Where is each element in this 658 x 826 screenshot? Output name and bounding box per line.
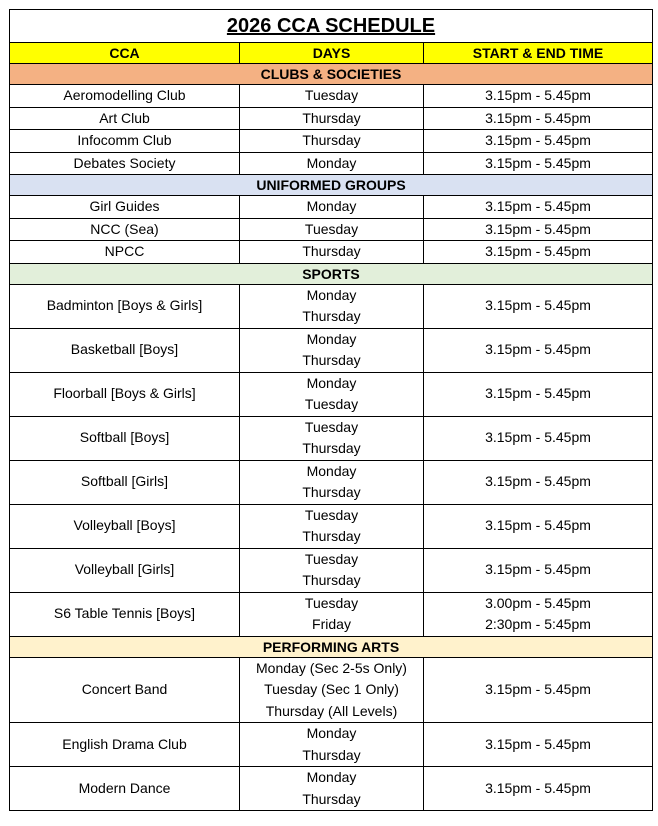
time-text: 3.15pm - 5.45pm <box>485 473 591 490</box>
time-text: 3.15pm - 5.45pm <box>485 297 591 314</box>
cca-name-cell: Debates Society <box>10 152 240 175</box>
days-cell <box>240 460 424 504</box>
time-cell <box>424 657 653 723</box>
time-cell <box>424 723 653 767</box>
cca-name-cell: Floorball [Boys & Girls] <box>10 372 240 416</box>
table-row <box>10 592 653 636</box>
day-text: Monday <box>306 198 357 214</box>
time-text: 3.15pm - 5.45pm <box>485 429 591 446</box>
table-row <box>10 372 653 416</box>
day-text: Thursday <box>302 243 361 259</box>
day-text: Tuesday <box>304 220 359 237</box>
days-cell <box>240 592 424 636</box>
time-text: 3.15pm - 5.45pm <box>485 779 591 796</box>
days-cell <box>240 767 424 811</box>
day-text: Tuesday <box>304 396 359 412</box>
days-cell <box>240 657 424 723</box>
day-text: Thursday <box>302 746 361 763</box>
schedule-sheet <box>9 9 652 811</box>
day-text: Thursday <box>302 572 361 588</box>
table-row <box>10 85 653 108</box>
days-cell <box>240 196 424 219</box>
section-title: SPORTS <box>10 263 653 284</box>
table-row <box>10 416 653 460</box>
day-text: Monday <box>306 462 357 479</box>
schedule-table <box>9 9 653 811</box>
day-text: Monday <box>306 330 357 347</box>
days-cell <box>240 284 424 328</box>
time-cell <box>424 85 653 108</box>
table-row <box>10 723 653 767</box>
table-row <box>10 460 653 504</box>
days-cell <box>240 416 424 460</box>
day-text: Tuesday <box>304 506 359 523</box>
section-title: UNIFORMED GROUPS <box>10 175 653 196</box>
days-cell <box>240 218 424 241</box>
cca-name-cell: Softball [Girls] <box>10 460 240 504</box>
time-text: 3.15pm - 5.45pm <box>485 341 591 358</box>
day-text: Tuesday <box>304 594 359 611</box>
section-title: PERFORMING ARTS <box>10 636 653 657</box>
table-row <box>10 218 653 241</box>
time-text: 3.15pm - 5.45pm <box>485 87 591 103</box>
time-cell <box>424 130 653 153</box>
table-row <box>10 548 653 592</box>
time-text: 3.00pm - 5.45pm <box>485 594 591 611</box>
cca-name-cell: Badminton [Boys & Girls] <box>10 284 240 328</box>
cca-name-cell: NCC (Sea) <box>10 218 240 241</box>
day-text: Tuesday (Sec 1 Only) <box>264 681 399 697</box>
cca-name-cell: Modern Dance <box>10 767 240 811</box>
time-cell <box>424 196 653 219</box>
days-cell <box>240 372 424 416</box>
days-cell <box>240 504 424 548</box>
time-text: 3.15pm - 5.45pm <box>485 154 591 171</box>
days-cell <box>240 130 424 153</box>
table-row <box>10 767 653 811</box>
section-header-row <box>10 636 653 657</box>
header-row <box>10 43 653 64</box>
day-text: Thursday <box>302 484 361 500</box>
time-cell <box>424 416 653 460</box>
table-row <box>10 328 653 372</box>
page-title: 2026 CCA SCHEDULE <box>10 10 653 43</box>
day-text: Thursday <box>302 132 361 148</box>
time-text: 3.15pm - 5.45pm <box>485 735 591 752</box>
day-text: Friday <box>312 616 351 632</box>
cca-name-cell: Softball [Boys] <box>10 416 240 460</box>
day-text: Thursday (All Levels) <box>265 702 398 719</box>
time-text: 2:30pm - 5:45pm <box>485 616 591 632</box>
day-text: Monday <box>306 154 357 171</box>
days-cell <box>240 241 424 264</box>
time-text: 3.15pm - 5.45pm <box>485 561 591 578</box>
time-cell <box>424 241 653 264</box>
day-text: Thursday <box>302 440 361 456</box>
time-text: 3.15pm - 5.45pm <box>485 243 591 259</box>
section-header-row <box>10 175 653 196</box>
day-text: Thursday <box>302 528 361 544</box>
day-text: Monday (Sec 2-5s Only) <box>256 659 407 676</box>
time-text: 3.15pm - 5.45pm <box>485 132 591 148</box>
column-header-days: DAYS <box>240 43 424 64</box>
title-row <box>10 10 653 43</box>
table-row <box>10 241 653 264</box>
day-text: Thursday <box>302 790 361 807</box>
day-text: Monday <box>306 769 357 785</box>
table-row <box>10 130 653 153</box>
day-text: Thursday <box>302 352 361 368</box>
days-cell <box>240 85 424 108</box>
cca-name-cell: Girl Guides <box>10 196 240 219</box>
cca-name-cell: Art Club <box>10 107 240 130</box>
time-cell <box>424 284 653 328</box>
days-cell <box>240 328 424 372</box>
time-cell <box>424 328 653 372</box>
time-cell <box>424 107 653 130</box>
table-row <box>10 284 653 328</box>
cca-name-cell: Volleyball [Girls] <box>10 548 240 592</box>
section-title: CLUBS & SOCIETIES <box>10 64 653 85</box>
day-text: Thursday <box>302 308 361 324</box>
table-row <box>10 152 653 175</box>
time-text: 3.15pm - 5.45pm <box>485 198 591 214</box>
section-header-row <box>10 263 653 284</box>
days-cell <box>240 107 424 130</box>
time-cell <box>424 152 653 175</box>
time-cell <box>424 504 653 548</box>
cca-name-cell: S6 Table Tennis [Boys] <box>10 592 240 636</box>
column-header-cca: CCA <box>10 43 240 64</box>
time-text: 3.15pm - 5.45pm <box>485 517 591 534</box>
time-cell <box>424 592 653 636</box>
day-text: Tuesday <box>304 418 359 435</box>
section-header-row <box>10 64 653 85</box>
day-text: Monday <box>306 374 357 391</box>
cca-name-cell: Basketball [Boys] <box>10 328 240 372</box>
cca-name-cell: NPCC <box>10 241 240 264</box>
table-row <box>10 107 653 130</box>
cca-name-cell: Aeromodelling Club <box>10 85 240 108</box>
time-cell <box>424 548 653 592</box>
time-cell <box>424 460 653 504</box>
cca-name-cell: Concert Band <box>10 657 240 723</box>
table-row <box>10 196 653 219</box>
days-cell <box>240 548 424 592</box>
table-row <box>10 504 653 548</box>
day-text: Monday <box>306 725 357 741</box>
cca-name-cell: Infocomm Club <box>10 130 240 153</box>
time-text: 3.15pm - 5.45pm <box>485 681 591 697</box>
time-text: 3.15pm - 5.45pm <box>485 109 591 126</box>
day-text: Thursday <box>302 109 361 126</box>
time-cell <box>424 218 653 241</box>
day-text: Monday <box>306 286 357 303</box>
time-cell <box>424 767 653 811</box>
table-row <box>10 657 653 723</box>
cca-name-cell: English Drama Club <box>10 723 240 767</box>
time-text: 3.15pm - 5.45pm <box>485 220 591 237</box>
time-text: 3.15pm - 5.45pm <box>485 385 591 402</box>
column-header-time: START & END TIME <box>424 43 653 64</box>
time-cell <box>424 372 653 416</box>
day-text: Tuesday <box>304 550 359 567</box>
days-cell <box>240 723 424 767</box>
days-cell <box>240 152 424 175</box>
cca-name-cell: Volleyball [Boys] <box>10 504 240 548</box>
day-text: Tuesday <box>304 87 359 103</box>
